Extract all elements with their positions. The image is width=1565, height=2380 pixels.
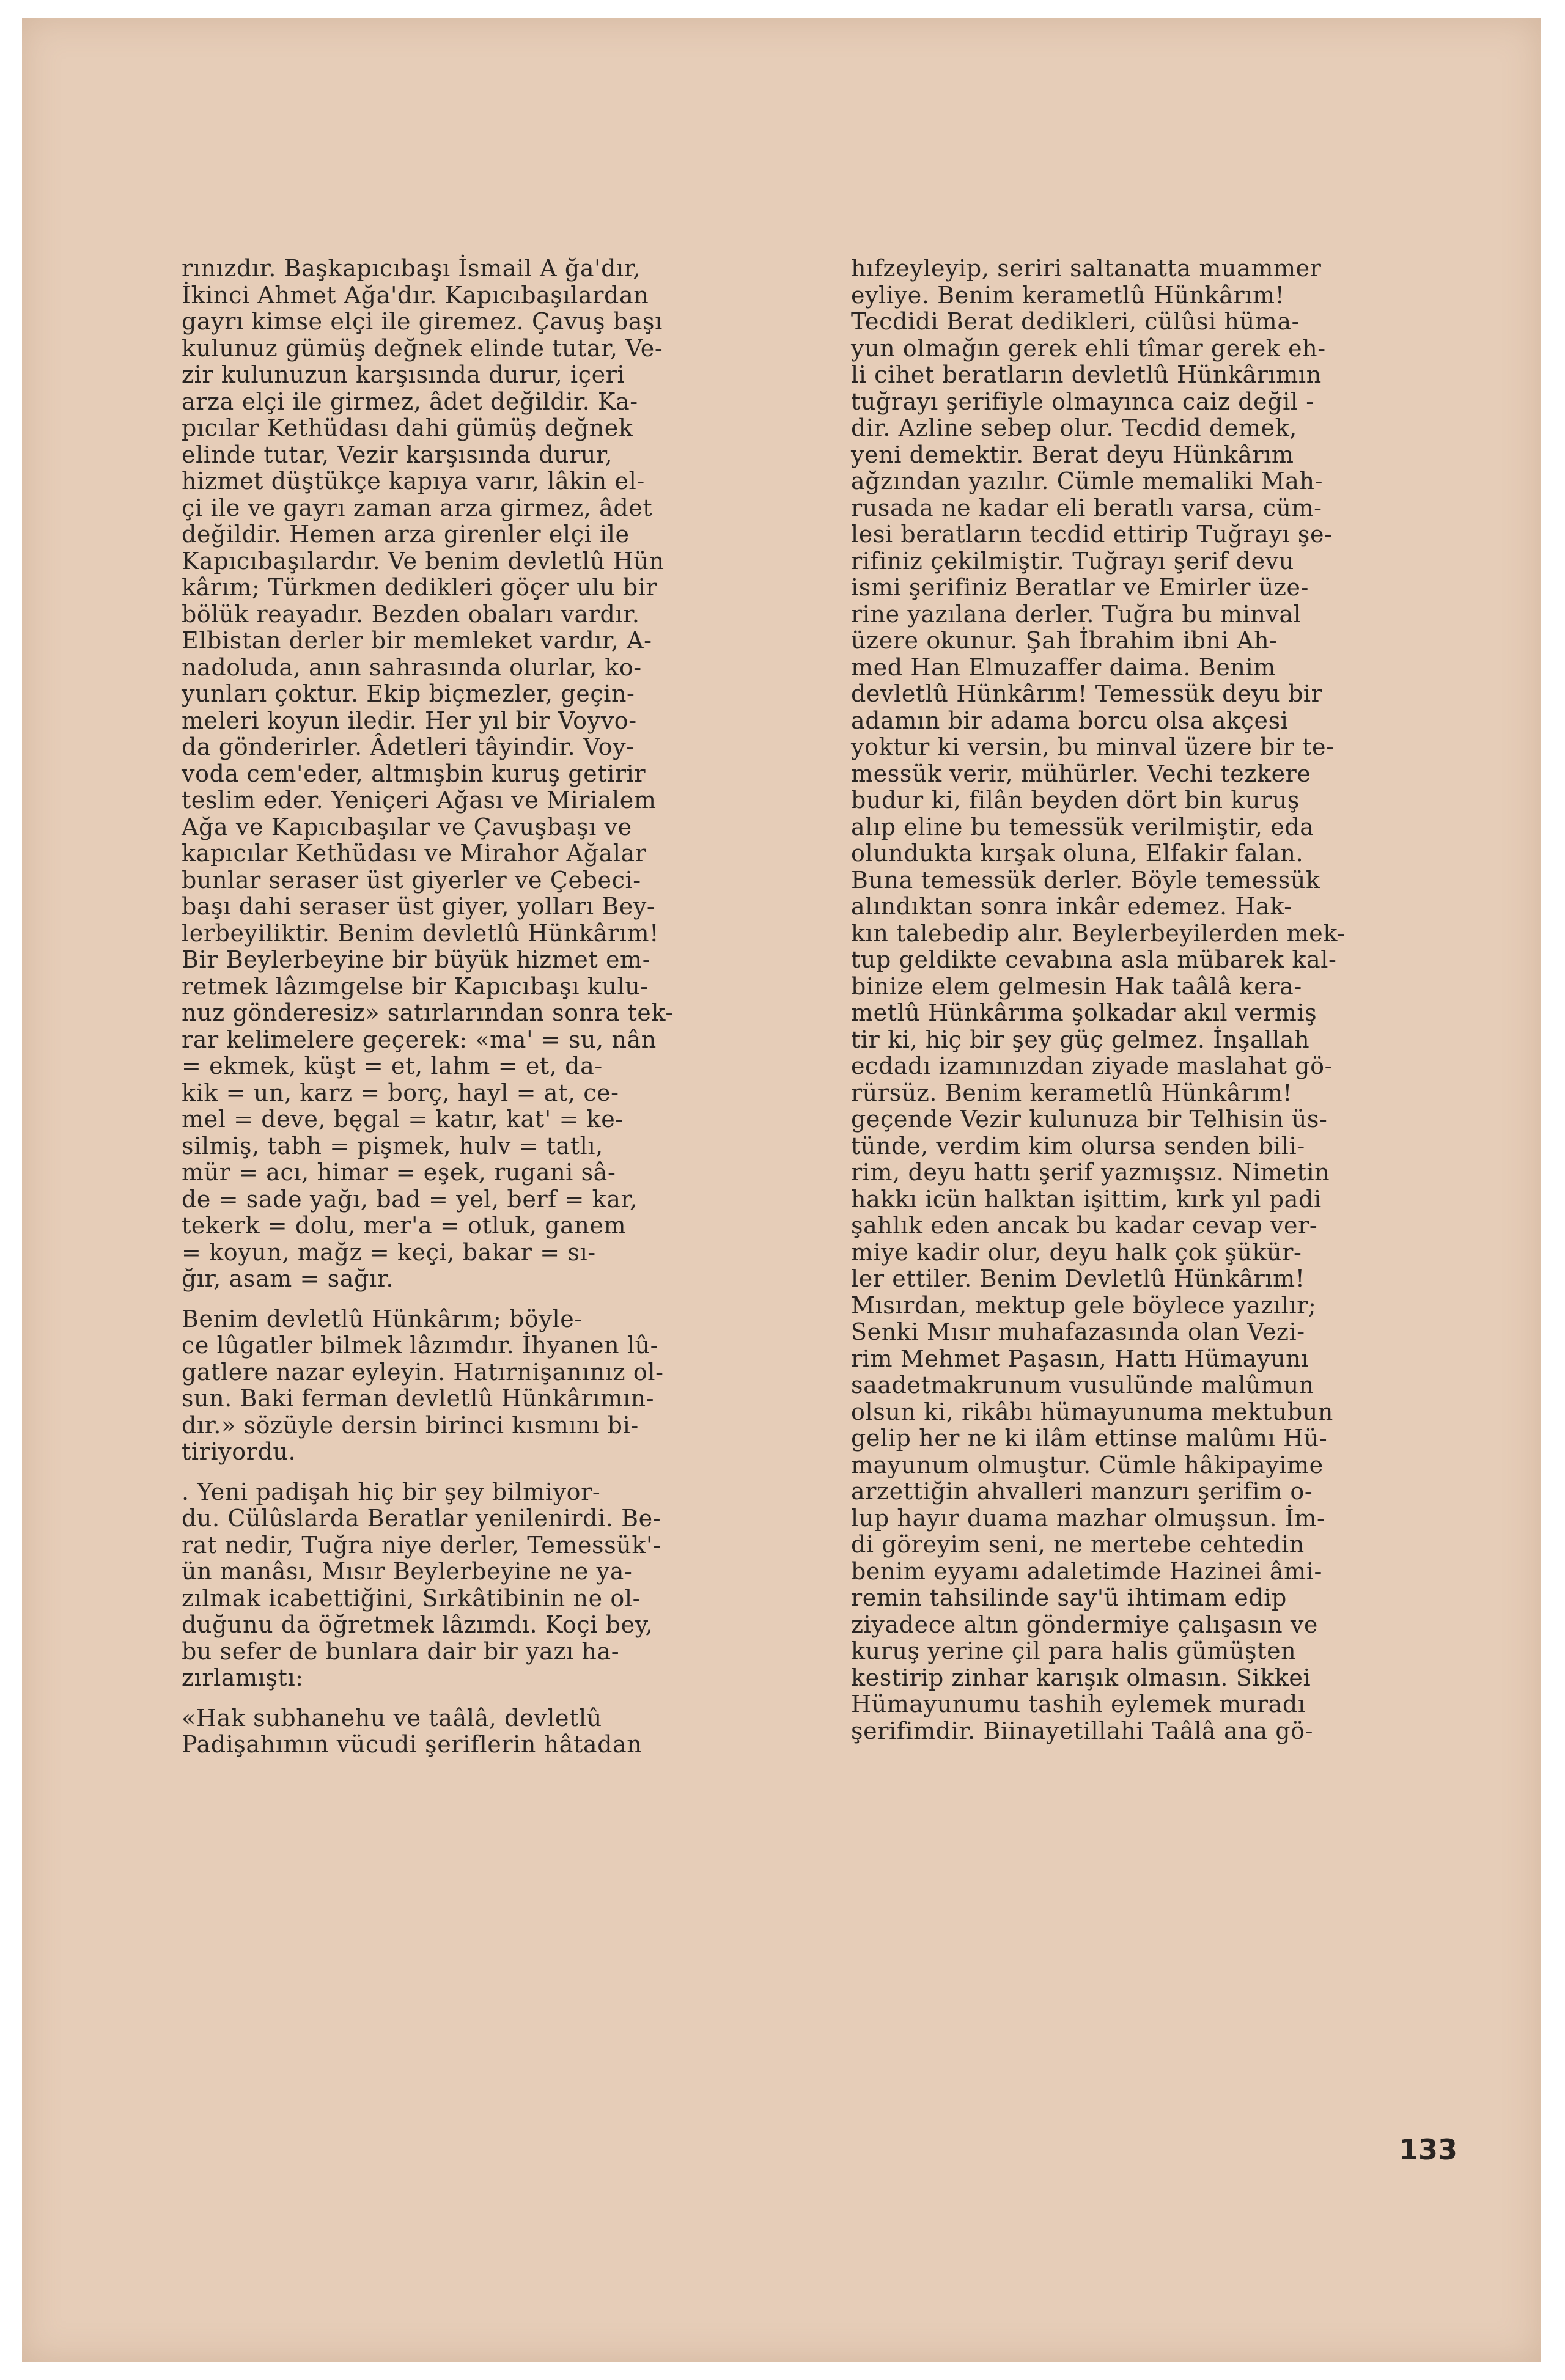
text-line: nuz gönderesiz» satırlarından sonra tek- <box>182 999 674 1026</box>
text-line: retmek lâzımgelse bir Kapıcıbaşı kulu- <box>182 972 649 1000</box>
text-line: nadoluda, anın sahrasında olurlar, ko- <box>182 653 642 681</box>
page-sheet <box>22 18 1541 2362</box>
text-line: Senki Mısır muhafazasında olan Vezi- <box>851 1318 1305 1345</box>
text-line: de = sade yağı, bad = yel, berf = kar, <box>182 1185 638 1213</box>
text-line: kın talebedip alır. Beylerbeyilerden mek- <box>851 919 1346 947</box>
text-line: zir kulunuzun karşısında durur, içeri <box>182 361 625 388</box>
text-line: Buna temessük derler. Böyle temessük <box>851 866 1320 894</box>
text-line: yoktur ki versin, bu minval üzere bir te- <box>851 733 1335 760</box>
text-line: Mısırdan, mektup gele böylece yazılır; <box>851 1291 1317 1319</box>
text-line: üzere okunur. Şah İbrahim ibni Ah- <box>851 627 1278 654</box>
text-line: alındıktan sonra inkâr edemez. Hak- <box>851 893 1292 920</box>
text-line: çi ile ve gayrı zaman arza girmez, âdet <box>182 494 653 521</box>
text-line: rat nedir, Tuğra niye derler, Temessük'- <box>182 1531 661 1559</box>
text-line: kapıcılar Kethüdası ve Mirahor Ağalar <box>182 840 647 867</box>
text-line: hakkı icün halktan işittim, kırk yıl padi <box>851 1185 1322 1213</box>
text-line: saadetmakrunum vusulünde malûmun <box>851 1372 1314 1398</box>
text-line: bölük reayadır. Bezden obaları vardır. <box>182 600 640 628</box>
text-line: silmiş, tabh = pişmek, hulv = tatlı, <box>182 1132 603 1159</box>
text-line: ziyadece altın göndermiye çalışasın ve <box>851 1611 1318 1638</box>
text-line: zılmak icabettiğini, Sırkâtibinin ne ol- <box>182 1584 641 1612</box>
text-line: = ekmek, küşt = et, lahm = et, da- <box>182 1052 603 1079</box>
text-line: li cihet beratların devletlû Hünkârımın <box>851 361 1322 388</box>
text-line: remin tahsilinde say'ü ihtimam edip <box>851 1584 1287 1611</box>
text-line: lup hayır duama mazhar olmuşsun. İm- <box>851 1504 1325 1532</box>
text-line: sun. Baki ferman devletlû Hünkârımın- <box>182 1385 655 1412</box>
text-line: kik = un, karz = borç, hayl = at, ce- <box>182 1079 619 1106</box>
text-line: ün manâsı, Mısır Beylerbeyine ne ya- <box>182 1558 633 1585</box>
text-line: yeni demektir. Berat deyu Hünkârım <box>851 441 1294 468</box>
text-line: lerbeyiliktir. Benim devletlû Hünkârım! <box>182 919 659 947</box>
text-line: rınızdır. Başkapıcıbaşı İsmail A ğa'dır, <box>182 255 641 282</box>
text-line: tünde, verdim kim olursa senden bili- <box>851 1132 1305 1159</box>
text-line: binize elem gelmesin Hak taâlâ kera- <box>851 972 1302 1000</box>
text-line: gatlere nazar eyleyin. Hatırnişanınız ol- <box>182 1358 664 1386</box>
text-line: hıfzeyleyip, seriri saltanatta muammer <box>851 255 1322 282</box>
text-line: hizmet düştükçe kapıya varır, lâkin el- <box>182 468 645 494</box>
text-line: pıcılar Kethüdası dahi gümüş değnek <box>182 414 633 441</box>
text-line: teslim eder. Yeniçeri Ağası ve Mirialem <box>182 787 657 814</box>
text-line: duğunu da öğretmek lâzımdı. Koçi bey, <box>182 1611 654 1638</box>
text-line: başı dahi seraser üst giyer, yolları Bey- <box>182 893 655 920</box>
text-line: Benim devletlû Hünkârım; böyle- <box>182 1305 583 1332</box>
text-line: olsun ki, rikâbı hümayunuma mektubun <box>851 1398 1333 1425</box>
text-line: rim Mehmet Paşasın, Hattı Hümayunı <box>851 1345 1309 1372</box>
text-line: değildir. Hemen arza girenler elçi ile <box>182 521 630 548</box>
text-line: rar kelimelere geçerek: «ma' = su, nân <box>182 1026 657 1053</box>
text-line: tup geldikte cevabına asla mübarek kal- <box>851 946 1337 973</box>
text-line: di göreyim seni, ne mertebe cehtedin <box>851 1531 1305 1558</box>
text-line: dir. Azline sebep olur. Tecdid demek, <box>851 414 1297 441</box>
text-line: da gönderirler. Âdetleri tâyindir. Voy- <box>182 733 635 760</box>
text-line: Tecdidi Berat dedikleri, cülûsi hüma- <box>851 308 1300 335</box>
text-line: eyliye. Benim kerametlû Hünkârım! <box>851 281 1285 309</box>
text-line: Elbistan derler bir memleket vardır, A- <box>182 627 652 654</box>
text-line: mayunum olmuştur. Cümle hâkipayime <box>851 1451 1324 1478</box>
text-line: gayrı kimse elçi ile giremez. Çavuş başı <box>182 308 663 335</box>
text-line: geçende Vezir kulunuza bir Telhisin üs- <box>851 1106 1328 1133</box>
text-line: İkinci Ahmet Ağa'dır. Kapıcıbaşılardan <box>182 281 649 309</box>
text-line: «Hak subhanehu ve taâlâ, devletlû <box>182 1704 602 1732</box>
text-line: rusada ne kadar eli beratlı varsa, cüm- <box>851 494 1322 521</box>
text-line: arza elçi ile girmez, âdet değildir. Ka- <box>182 387 638 415</box>
text-line: ler ettiler. Benim Devletlû Hünkârım! <box>851 1265 1305 1292</box>
text-line: ismi şerifiniz Beratlar ve Emirler üze- <box>851 574 1309 601</box>
text-line: zırlamıştı: <box>182 1664 304 1691</box>
text-line: . Yeni padişah hiç bir şey bilmiyor- <box>182 1478 601 1505</box>
text-line: Hümayunumu tashih eylemek muradı <box>851 1691 1306 1717</box>
text-line: tuğrayı şerifiyle olmayınca caiz değil - <box>851 387 1314 415</box>
text-line: yunları çoktur. Ekip biçmezler, geçin- <box>182 680 635 707</box>
text-line: miye kadir olur, deyu halk çok şükür- <box>851 1238 1302 1266</box>
left-text-column <box>182 255 817 1758</box>
text-line: Kapıcıbaşılardır. Ve benim devletlû Hün <box>182 547 665 575</box>
text-line: = koyun, mağz = keçi, bakar = sı- <box>182 1238 596 1266</box>
text-line: meleri koyun iledir. Her yıl bir Voyvo- <box>182 707 637 734</box>
text-line: şerifimdir. Biinayetillahi Taâlâ ana gö- <box>851 1717 1314 1744</box>
text-line: alıp eline bu temessük verilmiştir, eda <box>851 813 1314 840</box>
right-text-column <box>851 255 1478 1744</box>
text-line: med Han Elmuzaffer daima. Benim <box>851 653 1276 681</box>
text-line: tir ki, hiç bir şey güç gelmez. İnşallah <box>851 1026 1310 1053</box>
text-line: budur ki, filân beyden dört bin kuruş <box>851 787 1300 814</box>
text-line: adamın bir adama borcu olsa akçesi <box>851 707 1289 734</box>
text-line: mür = acı, himar = eşek, rugani sâ- <box>182 1159 616 1186</box>
text-line: arzettiğin ahvalleri manzurı şerifim o- <box>851 1478 1313 1505</box>
text-line: lesi beratların tecdid ettirip Tuğrayı şe- <box>851 521 1333 548</box>
text-line: gelip her ne ki ilâm ettinse malûmı Hü- <box>851 1425 1328 1452</box>
text-line: olundukta kırşak oluna, Elfakir falan. <box>851 840 1304 867</box>
text-line: mel = deve, bęgal = katır, kat' = ke- <box>182 1106 624 1133</box>
text-line: kulunuz gümüş değnek elinde tutar, Ve- <box>182 334 663 362</box>
text-line: devletlû Hünkârım! Temessük deyu bir <box>851 680 1323 707</box>
text-line: tiriyordu. <box>182 1438 296 1465</box>
text-line: rine yazılana derler. Tuğra bu minval <box>851 600 1302 628</box>
text-line: ecdadı izamınızdan ziyade maslahat gö- <box>851 1052 1333 1079</box>
page-number: 133 <box>1399 2133 1458 2166</box>
text-line: kestirip zinhar karışık olmasın. Sikkei <box>851 1664 1311 1691</box>
text-line: Bir Beylerbeyine bir büyük hizmet em- <box>182 946 651 973</box>
text-line: messük verir, mühürler. Vechi tezkere <box>851 760 1311 787</box>
text-line: du. Cülûslarda Beratlar yenilenirdi. Be- <box>182 1505 661 1532</box>
text-line: voda cem'eder, altmışbin kuruş getirir <box>182 760 646 787</box>
text-line: şahlık eden ancak bu kadar cevap ver- <box>851 1212 1318 1239</box>
text-line: tekerk = dolu, mer'a = otluk, ganem <box>182 1212 627 1239</box>
text-line: dır.» sözüyle dersin birinci kısmını bi- <box>182 1411 639 1439</box>
text-line: rürsüz. Benim kerametlû Hünkârım! <box>851 1079 1293 1106</box>
text-line: rifiniz çekilmiştir. Tuğrayı şerif devu <box>851 547 1294 575</box>
text-line: ce lûgatler bilmek lâzımdır. İhyanen lû- <box>182 1332 659 1359</box>
text-line: yun olmağın gerek ehli tîmar gerek eh- <box>851 334 1326 362</box>
text-line: bu sefer de bunlara dair bir yazı ha- <box>182 1637 620 1665</box>
text-line: benim eyyamı adaletimde Hazinei âmi- <box>851 1557 1322 1585</box>
text-line: Padişahımın vücudi şeriflerin hâtadan <box>182 1731 643 1758</box>
text-line: metlû Hünkârıma şolkadar akıl vermiş <box>851 999 1317 1026</box>
text-line: ağzından yazılır. Cümle memaliki Mah- <box>851 468 1324 494</box>
text-line: bunlar seraser üst giyerler ve Çebeci- <box>182 866 641 894</box>
text-line: kuruş yerine çil para halis gümüşten <box>851 1637 1297 1664</box>
text-line: Ağa ve Kapıcıbaşılar ve Çavuşbaşı ve <box>182 813 632 840</box>
text-line: kârım; Türkmen dedikleri göçer ulu bir <box>182 574 658 601</box>
text-line: elinde tutar, Vezir karşısında durur, <box>182 441 613 468</box>
text-line: rim, deyu hattı şerif yazmışsız. Nimetin <box>851 1159 1330 1186</box>
text-line: ğır, asam = sağır. <box>182 1265 394 1292</box>
